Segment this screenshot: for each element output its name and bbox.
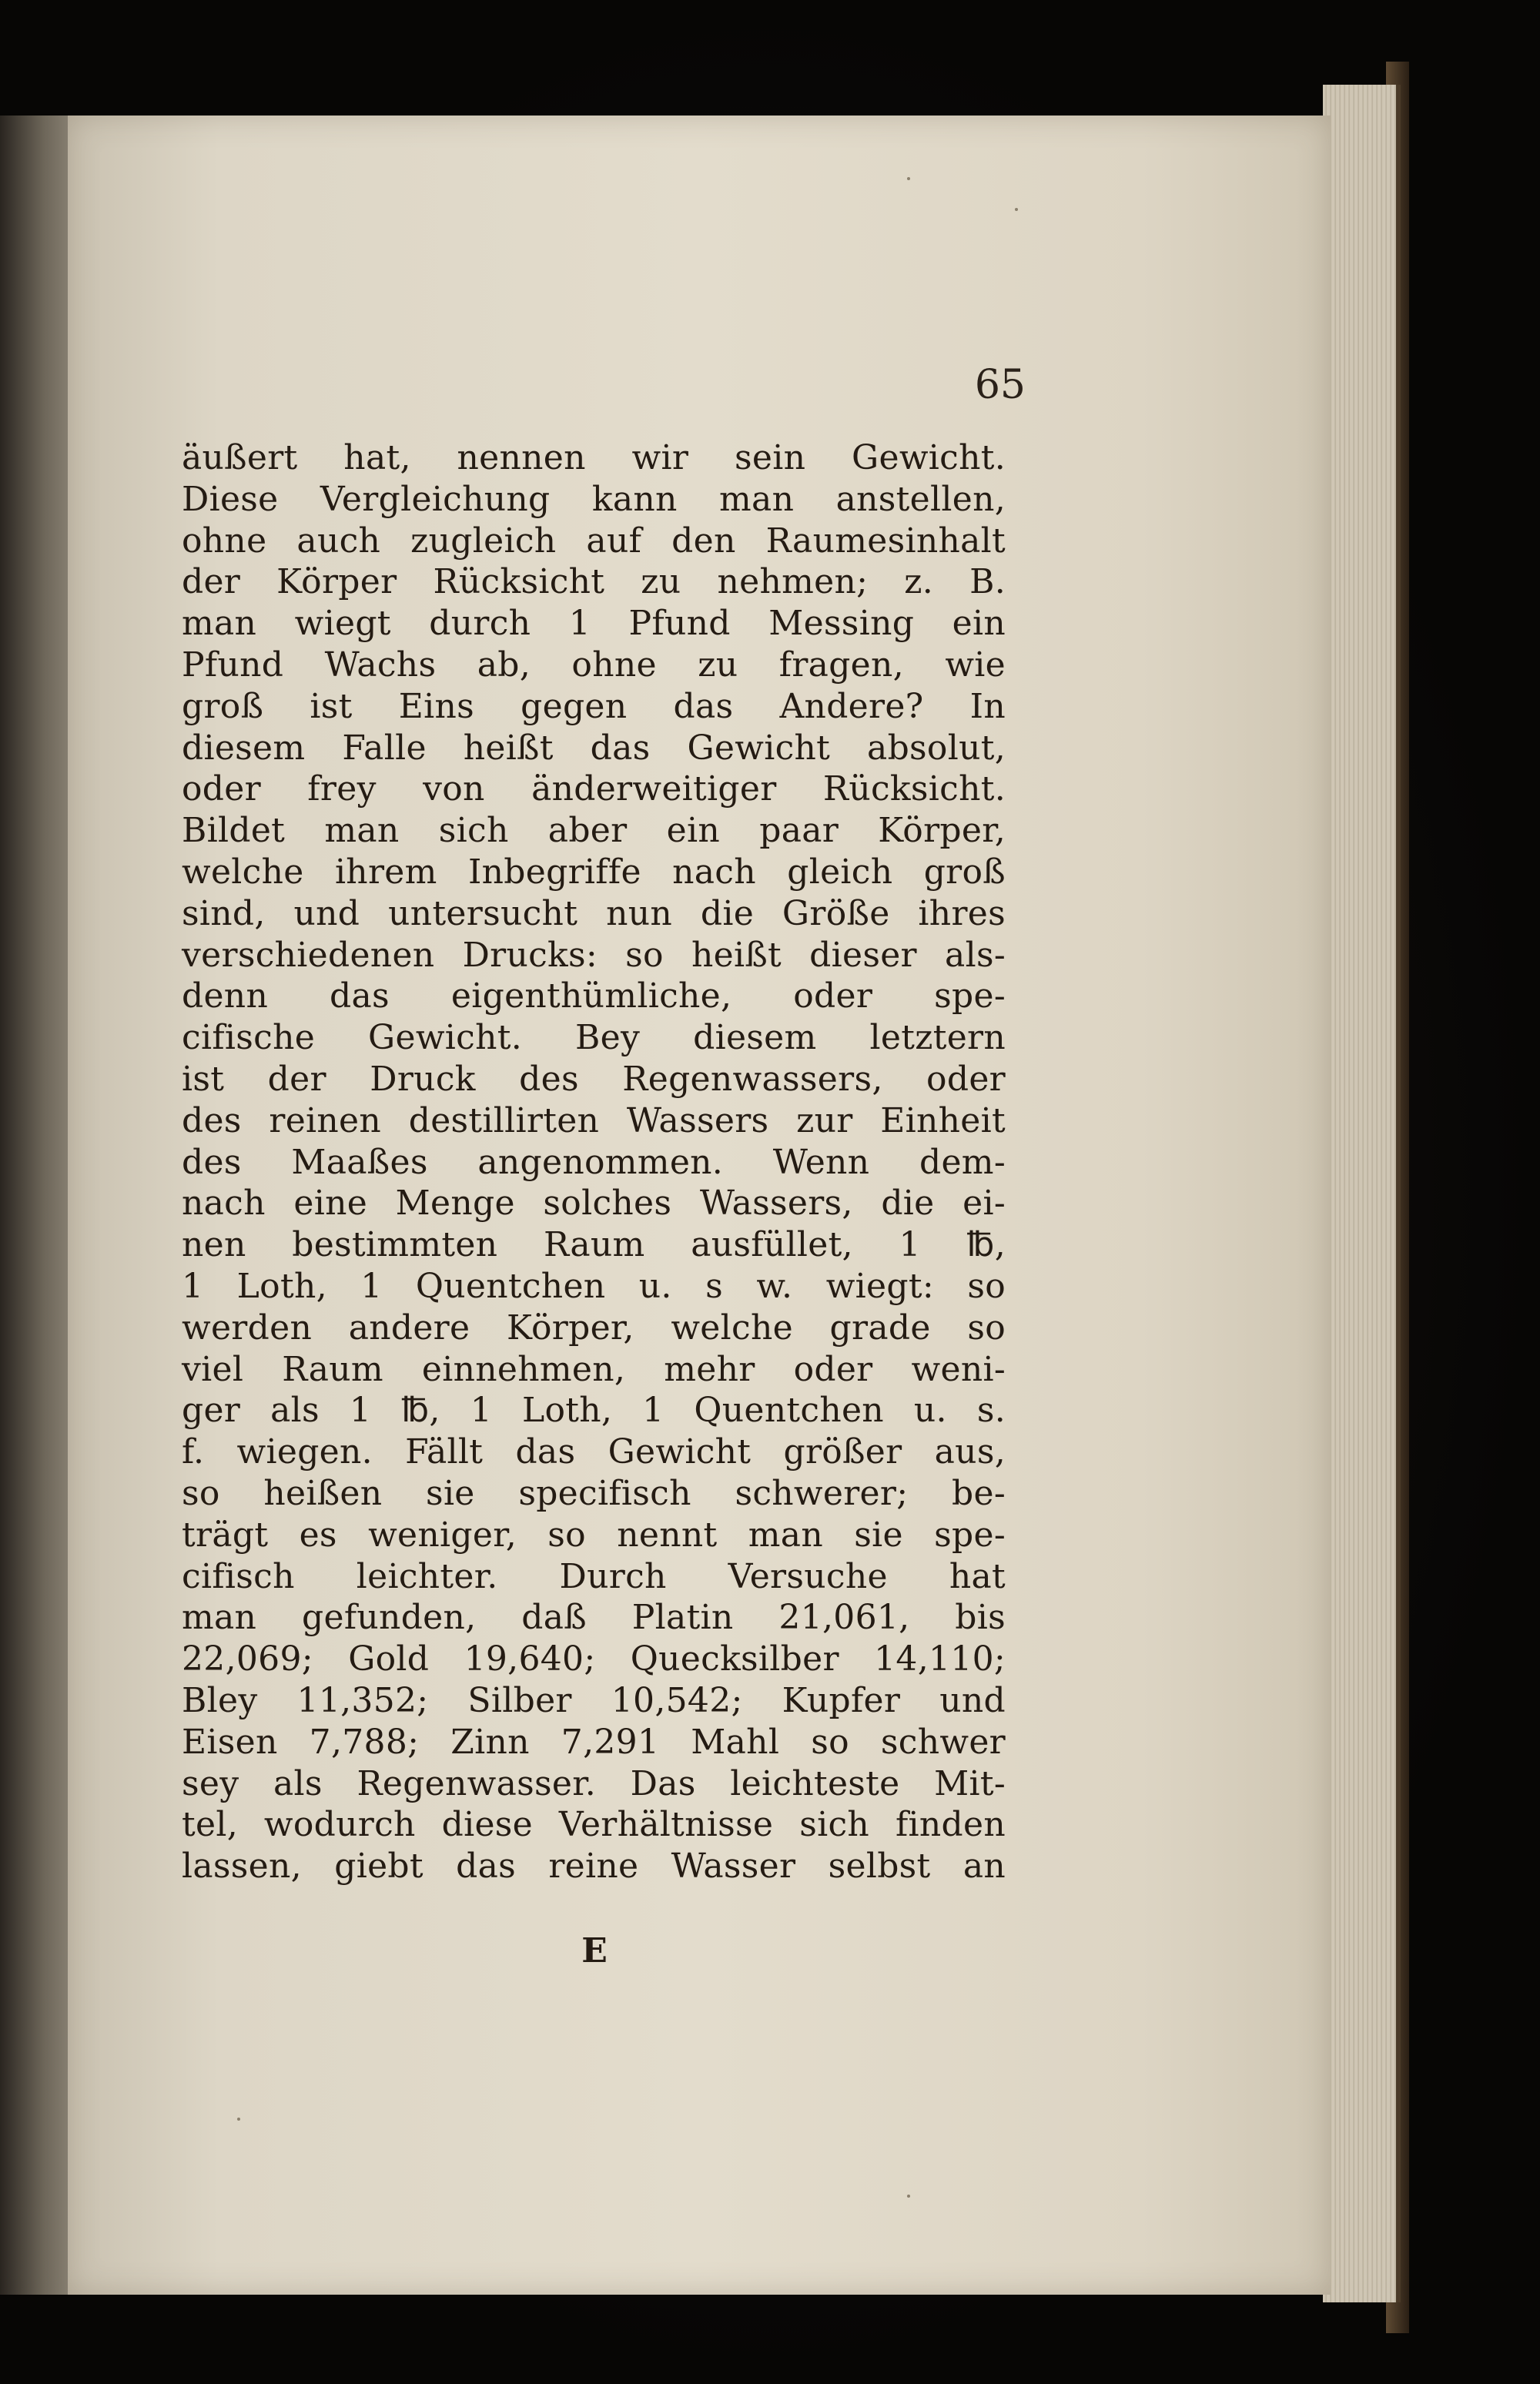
text-line: cifisch leichter. Durch Versuche hat <box>182 1556 1006 1596</box>
paper-speck <box>237 2118 240 2121</box>
text-line: ger als 1 ℔, 1 Loth, 1 Quentchen u. s. <box>182 1391 1006 1431</box>
text-line: der Körper Rücksicht zu nehmen; z. B. <box>182 562 1006 602</box>
paper-speck <box>1015 208 1018 211</box>
text-line: 22,069; Gold 19,640; Quecksilber 14,110; <box>182 1639 1006 1679</box>
text-line: Pfund Wachs ab, ohne zu fragen, wie <box>182 645 1006 685</box>
signature-mark: E <box>581 1931 608 1970</box>
text-line: cifische Gewicht. Bey diesem letztern <box>182 1018 1006 1058</box>
page-stack-edge <box>1323 85 1401 2302</box>
text-line: nach eine Menge solches Wassers, die ei- <box>182 1184 1006 1224</box>
text-line: viel Raum einnehmen, mehr oder weni- <box>182 1349 1006 1389</box>
text-line: man wiegt durch 1 Pfund Messing ein <box>182 604 1006 644</box>
text-line: f. wiegen. Fällt das Gewicht größer aus, <box>182 1432 1006 1472</box>
text-line: äußert hat, nennen wir sein Gewicht. <box>182 438 1006 477</box>
text-line: welche ihrem Inbegriffe nach gleich groß <box>182 852 1006 892</box>
text-line: lassen, giebt das reine Wasser selbst an <box>182 1847 1006 1887</box>
text-line: trägt es weniger, so nennt man sie spe- <box>182 1515 1006 1555</box>
text-line: 1 Loth, 1 Quentchen u. s w. wiegt: so <box>182 1266 1006 1306</box>
page-number: 65 <box>974 362 1026 408</box>
text-line: denn das eigenthümliche, oder spe- <box>182 976 1006 1016</box>
text-line: man gefunden, daß Platin 21,061, bis <box>182 1598 1006 1638</box>
text-line: ohne auch zugleich auf den Raumesinhalt <box>182 521 1006 561</box>
text-line: des reinen destillirten Wassers zur Einheit <box>182 1100 1006 1140</box>
body-text <box>182 437 1006 1887</box>
paper-speck <box>907 177 910 180</box>
text-line: sind, und untersucht nun die Größe ihres <box>182 893 1006 933</box>
text-line: diesem Falle heißt das Gewicht absolut, <box>182 728 1006 768</box>
paper-speck <box>907 2195 910 2198</box>
text-line: nen bestimmten Raum ausfüllet, 1 ℔, <box>182 1225 1006 1265</box>
text-line: oder frey von änderweitiger Rücksicht. <box>182 769 1006 809</box>
text-line: so heißen sie specifisch schwerer; be- <box>182 1473 1006 1513</box>
text-line: Bildet man sich aber ein paar Körper, <box>182 811 1006 851</box>
facing-page-edge <box>0 116 73 2295</box>
text-line: groß ist Eins gegen das Andere? In <box>182 686 1006 726</box>
text-line: ist der Druck des Regenwassers, oder <box>182 1059 1006 1099</box>
text-line: tel, wodurch diese Verhältnisse sich finden <box>182 1805 1006 1845</box>
text-line: verschiedenen Drucks: so heißt dieser als- <box>182 935 1006 975</box>
text-line: sey als Regenwasser. Das leichteste Mit- <box>182 1763 1006 1803</box>
text-line: des Maaßes angenommen. Wenn dem- <box>182 1142 1006 1182</box>
text-line: werden andere Körper, welche grade so <box>182 1308 1006 1348</box>
text-line: Eisen 7,788; Zinn 7,291 Mahl so schwer <box>182 1722 1006 1762</box>
text-line: Bley 11,352; Silber 10,542; Kupfer und <box>182 1680 1006 1720</box>
text-line: Diese Vergleichung kann man anstellen, <box>182 479 1006 519</box>
